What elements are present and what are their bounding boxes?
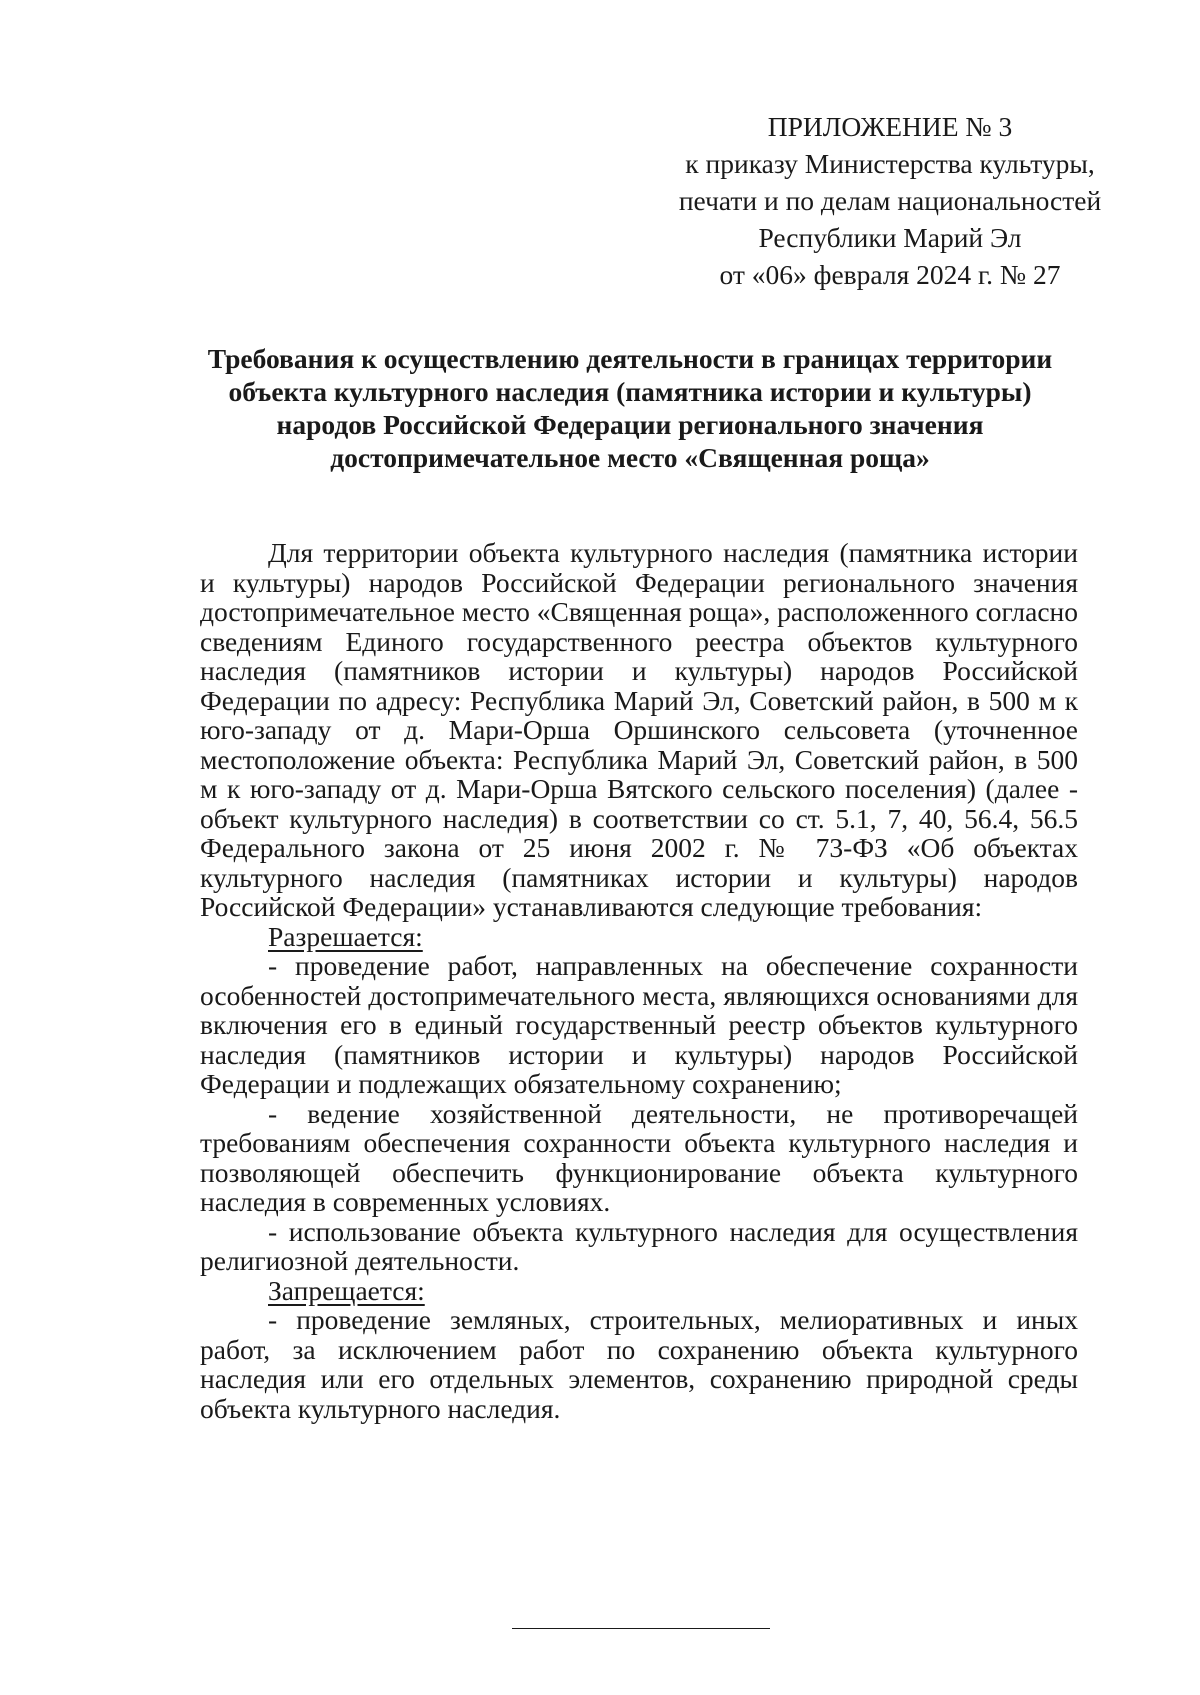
title-line: Требования к осуществлению деятельности в границах территории [207, 343, 1053, 374]
allowed-item: - ведение хозяйственной деятельности, не противоречащей требованиям обеспечения сохранности объекта культурного наследия и позволяющей обеспечить функционирование объекта культурного наследия в современных условиях. [200, 1097, 1078, 1217]
allowed-heading: Разрешается: [268, 920, 423, 952]
appendix-date: от «06» февраля 2024 г. № 27 [719, 259, 1061, 290]
title-line: объекта культурного наследия (памятника истории и культуры) [228, 376, 1032, 407]
title-line: достопримечательное место «Священная роща» [330, 442, 930, 473]
appendix-header [640, 108, 1140, 293]
closing-divider [512, 1628, 770, 1629]
appendix-ministry: печати и по делам национальностей [678, 185, 1102, 216]
appendix-order-ref: к приказу Министерства культуры, [685, 148, 1095, 179]
intro-paragraph: Для территории объекта культурного наследия (памятника истории и культуры) народов Российской Федерации регионального значения достопримечательное место «Священная роща», расположенного согласно сведениям Единого государственного реестра объектов культурного наследия (памятников истории и культуры) народов Российской Федерации по адресу: Республика Марий Эл, Советский район, в 500 м к юго-западу от д. Мари-Орша Оршинского сельсовета (уточненное местоположение объекта: Республика Марий Эл, Советский район, в 500 м к юго-западу от д. Мари-Орша Вятского сельского поселения) (далее - объект культурного наследия) в соответствии со ст. 5.1, 7, 40, 56.4, 56.5 Федерального закона от 25 июня 2002 г. № 73-ФЗ «Об объектах культурного наследия (памятниках истории и культуры) народов Российской Федерации» устанавливаются следующие требования: [200, 537, 1078, 922]
forbidden-item: - проведение земляных, строительных, мелиоративных и иных работ, за исключением работ по сохранению объекта культурного наследия или его отдельных элементов, сохранению природной среды объекта культурного наследия. [200, 1304, 1078, 1424]
appendix-republic: Республики Марий Эл [758, 222, 1022, 253]
forbidden-heading: Запрещается: [268, 1274, 425, 1306]
title-line: народов Российской Федерации регионального значения [276, 409, 984, 440]
allowed-item: - использование объекта культурного наследия для осуществления религиозной деятельности. [200, 1215, 1078, 1276]
allowed-item: - проведение работ, направленных на обеспечение сохранности особенностей достопримечательного места, являющихся основаниями для включения его в единый государственный реестр объектов культурного наследия (памятников истории и культуры) народов Российской Федерации и подлежащих обязательному сохранению; [200, 950, 1078, 1099]
document-body [200, 538, 1078, 1423]
document-title [190, 342, 1070, 474]
appendix-number: ПРИЛОЖЕНИЕ № 3 [767, 111, 1013, 142]
